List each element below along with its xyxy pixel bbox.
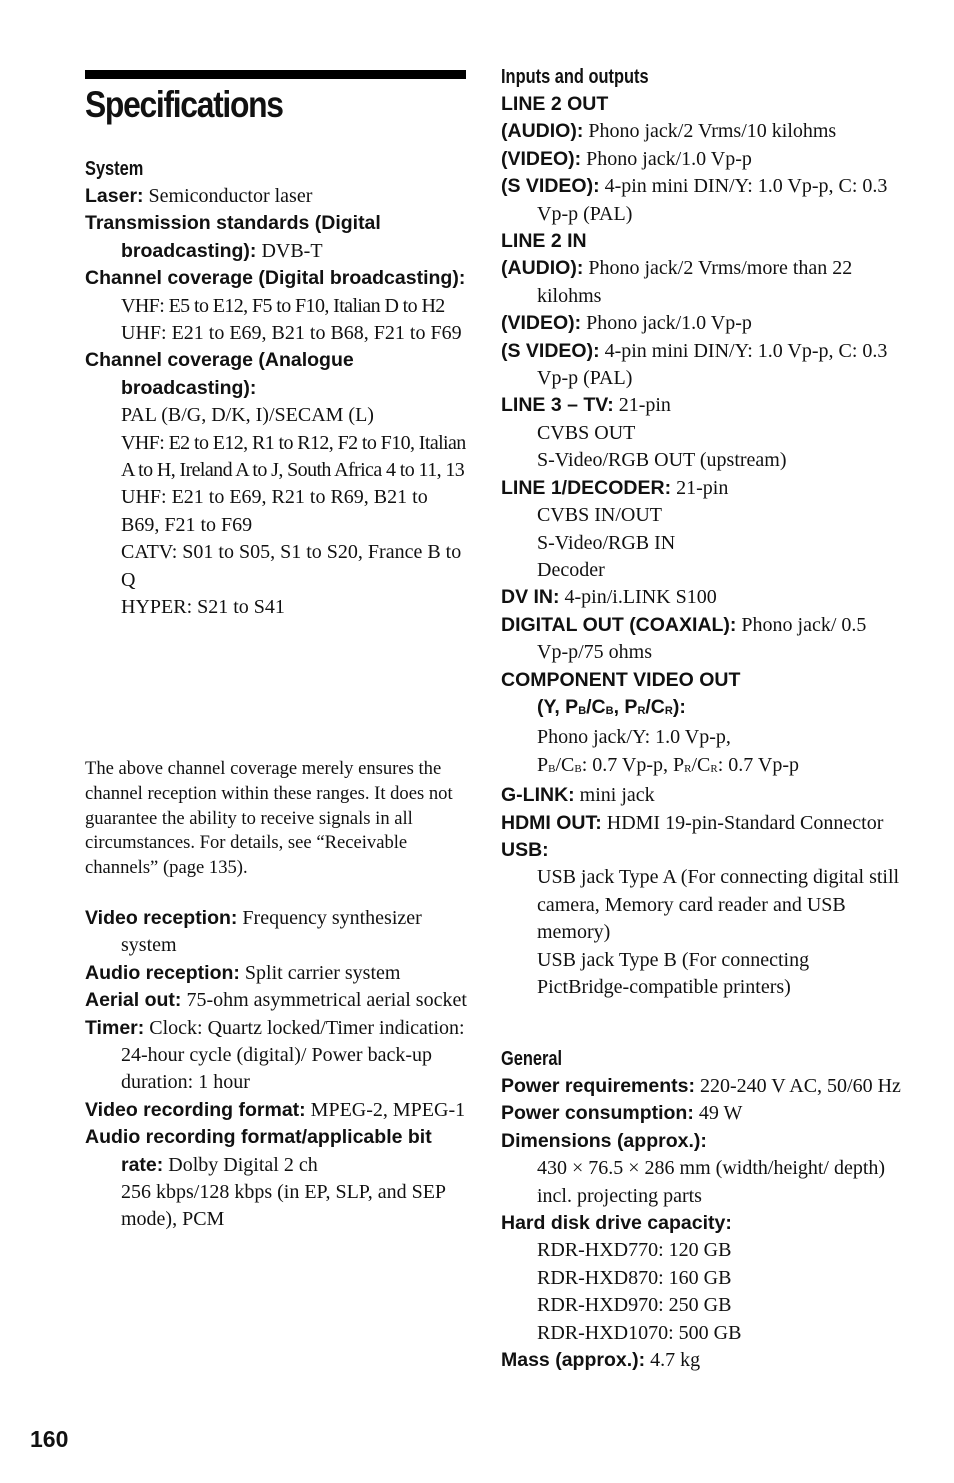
spec-line: S-Video/RGB IN: [537, 531, 676, 554]
spec-line: 430 × 76.5 × 286 mm (width/height/ depth) incl. projecting parts: [537, 1157, 886, 1207]
spec-aerial-out: Aerial out: 75-ohm asymmetrical aerial socket: [85, 989, 467, 1012]
spec-line: USB jack Type A (For connecting digital still camera, Memory card reader and USB memory): [537, 866, 900, 944]
system-specs: [85, 183, 467, 622]
spec-audio-recording-format: Audio recording format/applicable bit rate: Dolby Digital 2 ch: [85, 1126, 432, 1176]
spec-line: RDR-HXD970: 250 GB: [537, 1294, 732, 1317]
spec-line2-out: LINE 2 OUT: [501, 93, 609, 115]
title-rule: [85, 70, 466, 79]
spec-line2-in-svideo: (S VIDEO): 4-pin mini DIN/Y: 1.0 Vp-p, C: 0.3 Vp-p (PAL): [501, 339, 888, 390]
io-specs: [501, 91, 901, 1001]
spec-channel-coverage-analogue: Channel coverage (Analogue broadcasting):: [85, 349, 354, 399]
spec-line: Decoder: [537, 558, 605, 581]
spec-line: Phono jack/Y: 1.0 Vp-p,: [537, 726, 731, 749]
spec-channel-coverage-digital: Channel coverage (Digital broadcasting):: [85, 267, 466, 290]
spec-dimensions: Dimensions (approx.):: [501, 1129, 707, 1152]
spec-power-requirements: Power requirements: 220-240 V AC, 50/60 Hz: [501, 1075, 901, 1097]
spec-audio-reception: Audio reception: Split carrier system: [85, 961, 401, 984]
page-number: 160: [30, 1426, 69, 1452]
spec-video-recording-format: Video recording format: MPEG-2, MPEG-1: [85, 1098, 466, 1121]
spec-line: CVBS IN/OUT: [537, 504, 663, 527]
spec-line2-in-video: (VIDEO): Phono jack/1.0 Vp-p: [501, 312, 752, 335]
section-heading-inputs-outputs: Inputs and outputs: [501, 66, 649, 88]
spec-mass: Mass (approx.): 4.7 kg: [501, 1349, 701, 1372]
spec-line: RDR-HXD1070: 500 GB: [537, 1321, 742, 1344]
spec-line2-in: LINE 2 IN: [501, 230, 587, 253]
spec-line: PAL (B/G, D/K, I)/SECAM (L): [121, 404, 374, 427]
spec-hdd-capacity: Hard disk drive capacity:: [501, 1212, 732, 1235]
recording-specs: [85, 905, 467, 1234]
spec-line2-out-audio: (AUDIO): Phono jack/2 Vrms/10 kilohms: [501, 120, 837, 143]
spec-dv-in: DV IN: 4-pin/i.LINK S100: [501, 586, 717, 609]
spec-usb: USB:: [501, 838, 549, 861]
section-heading-general: General: [501, 1048, 563, 1070]
spec-line2-in-audio: (AUDIO): Phono jack/2 Vrms/more than 22 kilohms: [501, 257, 853, 307]
spec-component-video-out: COMPONENT VIDEO OUT: [501, 668, 741, 691]
spec-line: RDR-HXD870: 160 GB: [537, 1266, 732, 1289]
spec-line3-tv: LINE 3 – TV: 21-pin: [501, 394, 671, 417]
spec-line: CVBS OUT: [537, 421, 636, 444]
spec-g-link: G-LINK: mini jack: [501, 784, 655, 807]
general-specs: [501, 1073, 901, 1374]
spec-line: UHF: E21 to E69, R21 to R69, B21 to B69, F21 to F69: [121, 486, 428, 536]
spec-transmission-standards: Transmission standards (Digital broadcasting): DVB-T: [85, 212, 381, 262]
spec-line: HYPER: S21 to S41: [121, 596, 285, 619]
spec-line: VHF: E2 to E12, R1 to R12, F2 to F10, Italian A to H, Ireland A to J, South Africa 4 to 11, 13: [121, 431, 466, 482]
spec-component-levels: $P_B/C_B$: 0.7 Vp-p, $P_R/C_R$: 0.7 Vp-p: [537, 753, 800, 776]
spec-line2-out-svideo: (S VIDEO): 4-pin mini DIN/Y: 1.0 Vp-p, C: 0.3 Vp-p (PAL): [501, 175, 888, 225]
spec-power-consumption: Power consumption: 49 W: [501, 1102, 743, 1125]
spec-line: VHF: E5 to E12, F5 to F10, Italian D to H2: [121, 294, 445, 317]
spec-line: USB jack Type B (For connecting PictBridge-compatible printers): [537, 948, 810, 998]
section-heading-system: System: [85, 158, 144, 180]
spec-hdmi-out: HDMI OUT: HDMI 19-pin-Standard Connector: [501, 811, 884, 834]
channel-coverage-note: The above channel coverage merely ensures the channel reception within these ranges. It does not guarantee the ability to receive signals in all circumstances. For details, see “Receivable channels” (page 135).: [85, 758, 453, 879]
spec-line1-decoder: LINE 1/DECODER: 21-pin: [501, 476, 729, 499]
page-title: Specifications: [85, 84, 283, 125]
spec-component-signals: (Y, $P_B/C_B$, $P_R/C_R$):: [537, 695, 686, 718]
spec-digital-out: DIGITAL OUT (COAXIAL): Phono jack/ 0.5 Vp-p/75 ohms: [501, 613, 867, 664]
spec-line: CATV: S01 to S05, S1 to S20, France B to Q: [121, 541, 462, 591]
spec-line: RDR-HXD770: 120 GB: [537, 1239, 732, 1262]
spec-line: UHF: E21 to E69, B21 to B68, F21 to F69: [121, 322, 462, 345]
spec-line2-out-video: (VIDEO): Phono jack/1.0 Vp-p: [501, 147, 752, 170]
spec-video-reception: Video reception: Frequency synthesizer system: [85, 907, 422, 957]
spec-laser: Laser: Semiconductor laser: [85, 185, 313, 207]
spec-line: 256 kbps/128 kbps (in EP, SLP, and SEP mode), PCM: [121, 1181, 446, 1231]
spec-timer: Timer: Clock: Quartz locked/Timer indication: 24-hour cycle (digital)/ Power back-up duration: 1 hour: [85, 1016, 465, 1094]
spec-line: S-Video/RGB OUT (upstream): [537, 449, 787, 472]
